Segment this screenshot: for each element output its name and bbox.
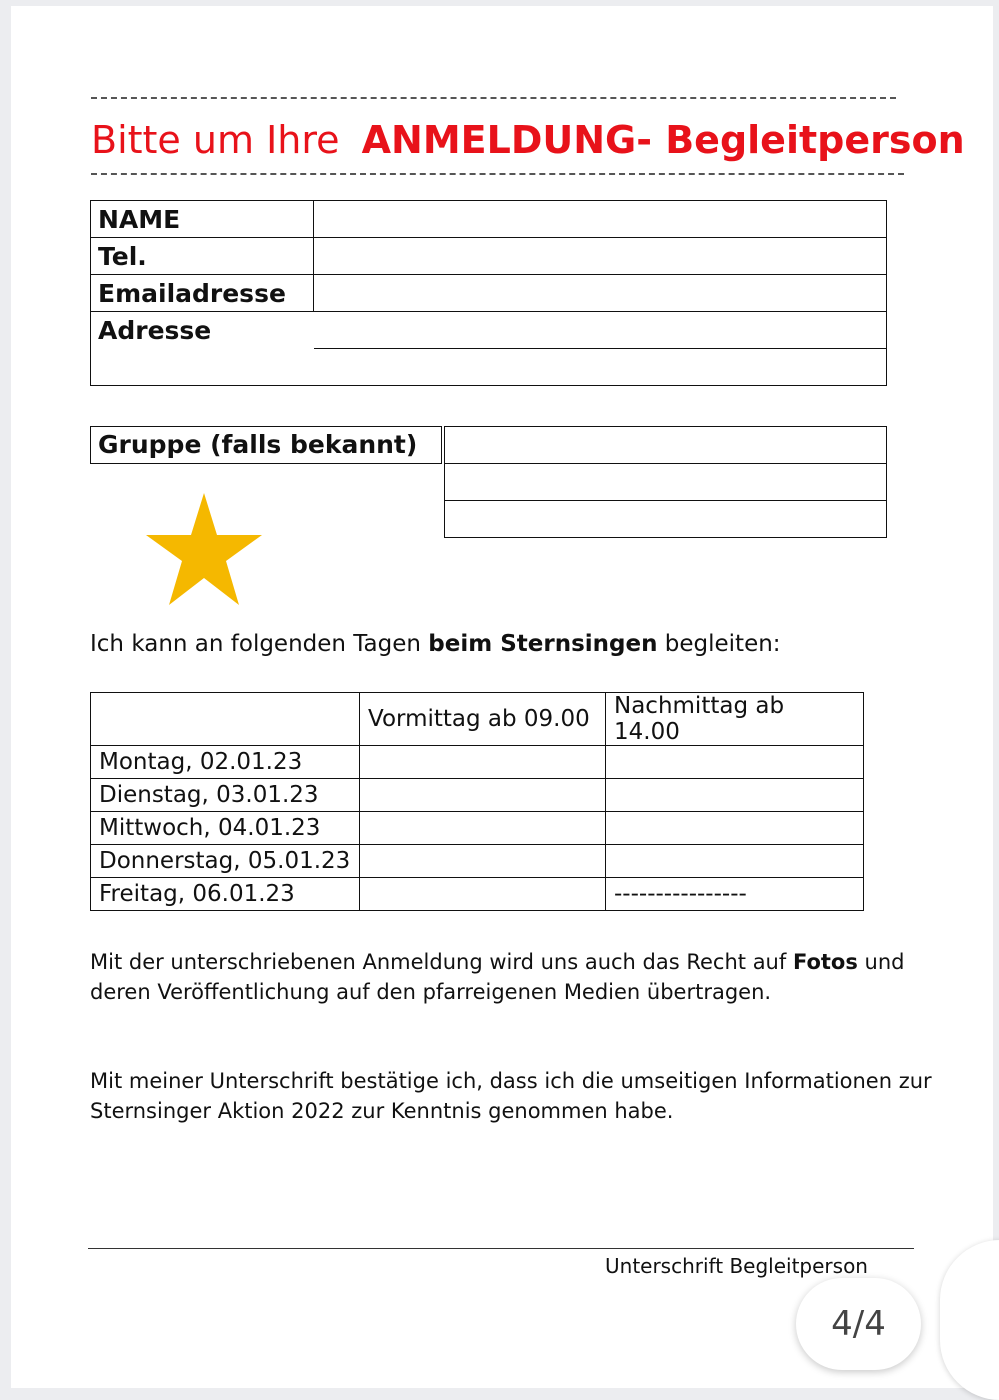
page-indicator[interactable]: 4/4: [796, 1278, 921, 1370]
intro-before: Ich kann an folgenden Tagen: [90, 631, 421, 657]
schedule-header-afternoon: Nachmittag ab 14.00: [606, 693, 864, 746]
address-field-line2[interactable]: [314, 349, 887, 386]
intro-text: [90, 628, 781, 660]
morning-cell[interactable]: [360, 878, 606, 911]
group-field-3[interactable]: [445, 501, 887, 538]
day-cell: Freitag, 06.01.23: [91, 878, 360, 911]
address-row: [91, 312, 887, 349]
tel-label: Tel.: [91, 238, 314, 275]
title-main: ANMELDUNG- Begleitperson: [361, 118, 965, 162]
morning-cell[interactable]: [360, 746, 606, 779]
star-icon: [144, 489, 264, 609]
email-field[interactable]: [314, 275, 887, 312]
email-label: Emailadresse: [91, 275, 314, 312]
day-cell: Donnerstag, 05.01.23: [91, 845, 360, 878]
schedule-header-morning: Vormittag ab 09.00: [360, 693, 606, 746]
afternoon-cell[interactable]: [606, 845, 864, 878]
tel-row: [91, 238, 887, 275]
afternoon-cell[interactable]: [606, 746, 864, 779]
schedule-table: [90, 692, 864, 911]
name-row: [91, 201, 887, 238]
afternoon-cell[interactable]: [606, 812, 864, 845]
intro-bold: beim Sternsingen: [428, 631, 658, 657]
group-label: Gruppe (falls bekannt): [90, 426, 442, 464]
morning-cell[interactable]: [360, 845, 606, 878]
afternoon-cell: ----------------: [606, 878, 864, 911]
schedule-header-row: [91, 693, 864, 746]
address-label: Adresse: [91, 312, 314, 386]
email-row: [91, 275, 887, 312]
intro-after: begleiten:: [664, 631, 781, 657]
personal-data-table: [90, 200, 887, 386]
schedule-header-empty: [91, 693, 360, 746]
photo-notice-bold: Fotos: [792, 950, 858, 974]
photo-notice-before: Mit der unterschriebenen Anmeldung wird uns auch das Recht auf: [90, 950, 787, 974]
page-title: [91, 112, 971, 168]
tel-field[interactable]: [314, 238, 887, 275]
name-label: NAME: [91, 201, 314, 238]
group-table: [444, 426, 887, 538]
title-intro: Bitte um Ihre: [91, 118, 340, 162]
name-field[interactable]: [314, 201, 887, 238]
table-row: [91, 746, 864, 779]
morning-cell[interactable]: [360, 779, 606, 812]
signature-line[interactable]: [88, 1248, 914, 1249]
bottom-dashed-rule: [91, 173, 904, 175]
day-cell: Montag, 02.01.23: [91, 746, 360, 779]
group-field-2[interactable]: [445, 464, 887, 501]
table-row: [91, 812, 864, 845]
photo-notice: [90, 947, 940, 1007]
day-cell: Mittwoch, 04.01.23: [91, 812, 360, 845]
morning-cell[interactable]: [360, 812, 606, 845]
group-field-1[interactable]: [445, 427, 887, 464]
signature-label: Unterschrift Begleitperson: [605, 1254, 868, 1278]
top-dashed-rule: [91, 97, 896, 99]
afternoon-cell[interactable]: [606, 779, 864, 812]
confirm-notice: Mit meiner Unterschrift bestätige ich, dass ich die umseitigen Informationen zur Sternsinger Aktion 2022 zur Kenntnis genommen habe.: [90, 1069, 932, 1123]
address-field-line1[interactable]: [314, 312, 887, 349]
day-cell: Dienstag, 03.01.23: [91, 779, 360, 812]
table-row: [91, 779, 864, 812]
table-row: [91, 845, 864, 878]
document-page: [11, 6, 993, 1388]
table-row: [91, 878, 864, 911]
photo-notice-after: und deren Veröffentlichung auf den pfarreigenen Medien übertragen.: [90, 950, 905, 1004]
